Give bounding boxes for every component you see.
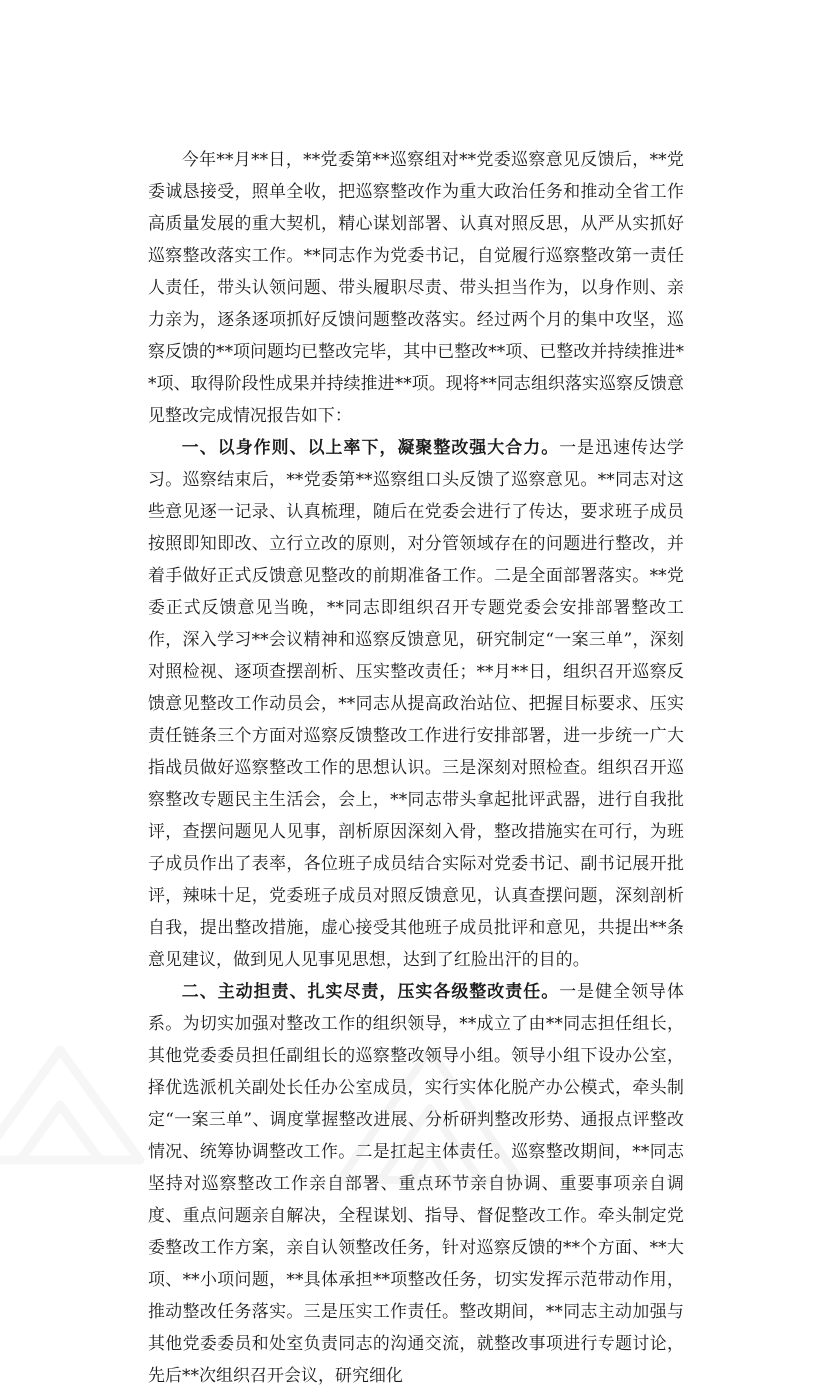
paragraph-intro: [148, 143, 684, 431]
paragraph-text: 一是迅速传达学习。巡察结束后，**党委第**巡察组口头反馈了巡察意见。**同志对这些意见逐一记录、认真梳理，随后在党委会进行了传达，要求班子成员按照即知即改、立行立改的原则，对分管领域存在的问题进行整改，并着手做好正式反馈意见整改的前期准备工作。二是全面部署落实。**党委正式反馈意见当晚，**同志即组织召开专题党委会安排部署整改工作，深入学习**会议精神和巡察反馈意见，研究制定“一案三单”，深刻对照检视、逐项查摆剖析、压实整改责任；**月**日，组织召开巡察反馈意见整改工作动员会，**同志从提高政治站位、把握目标要求、压实责任链条三个方面对巡察反馈整改工作进行安排部署，进一步统一广大指战员做好巡察整改工作的思想认识。三是深刻对照检查。组织召开巡察整改专题民主生活会，会上，**同志带头拿起批评武器，进行自我批评，查摆问题见人见事，剖析原因深刻入骨，整改措施实在可行，为班子成员作出了表率，各位班子成员结合实际对党委书记、副书记展开批评，辣味十足，党委班子成员对照反馈意见，认真查摆问题，深刻剖析自我，提出整改措施，虚心接受其他班子成员批评和意见，共提出**条意见建议，做到见人见事见思想，达到了红脸出汗的目的。: [148, 437, 684, 969]
watermark-icon: [0, 1010, 160, 1180]
section-heading: 一、以身作则、以上率下，凝聚整改强大合力。: [181, 437, 560, 457]
paragraph-section-one: [148, 431, 684, 975]
document-body: [148, 143, 684, 1391]
paragraph-text: 今年**月**日，**党委第**巡察组对**党委巡察意见反馈后，**党委诚恳接受，照单全收，把巡察整改作为重大政治任务和推动全省工作高质量发展的重大契机，精心谋划部署、认真对照反思，从严从实抓好巡察整改落实工作。**同志作为党委书记，自觉履行巡察整改第一责任人责任，带头认领问题、带头履职尽责、带头担当作为，以身作则、亲力亲为，逐条逐项抓好反馈问题整改落实。经过两个月的集中攻坚，巡察反馈的**项问题均已整改完毕，其中已整改**项、已整改并持续推进**项、取得阶段性成果并持续推进**项。现将**同志组织落实巡察反馈意见整改完成情况报告如下：: [148, 149, 684, 425]
paragraph-text: 一是健全领导体系。为切实加强对整改工作的组织领导，**成立了由**同志担任组长，其他党委委员担任副组长的巡察整改领导小组。领导小组下设办公室，择优选派机关副处长任办公室成员，实行实体化脱产办公模式，牵头制定“一案三单”、调度掌握整改进展、分析研判整改形势、通报点评整改情况、统筹协调整改工作。二是扛起主体责任。巡察整改期间，**同志坚持对巡察整改工作亲自部署、重点环节亲自协调、重要事项亲自调度、重点问题亲自解决，全程谋划、指导、督促整改工作。牵头制定党委整改工作方案，亲自认领整改任务，针对巡察反馈的**个方面、**大项、**小项问题，**具体承担**项整改任务，切实发挥示范带动作用，推动整改任务落实。三是压实工作责任。整改期间，**同志主动加强与其他党委委员和处室负责同志的沟通交流，就整改事项进行专题讨论，先后**次组织召开会议，研究细化: [148, 981, 684, 1385]
paragraph-section-two: [148, 975, 684, 1391]
section-heading: 二、主动担责、扎实尽责，压实各级整改责任。: [181, 981, 560, 1001]
